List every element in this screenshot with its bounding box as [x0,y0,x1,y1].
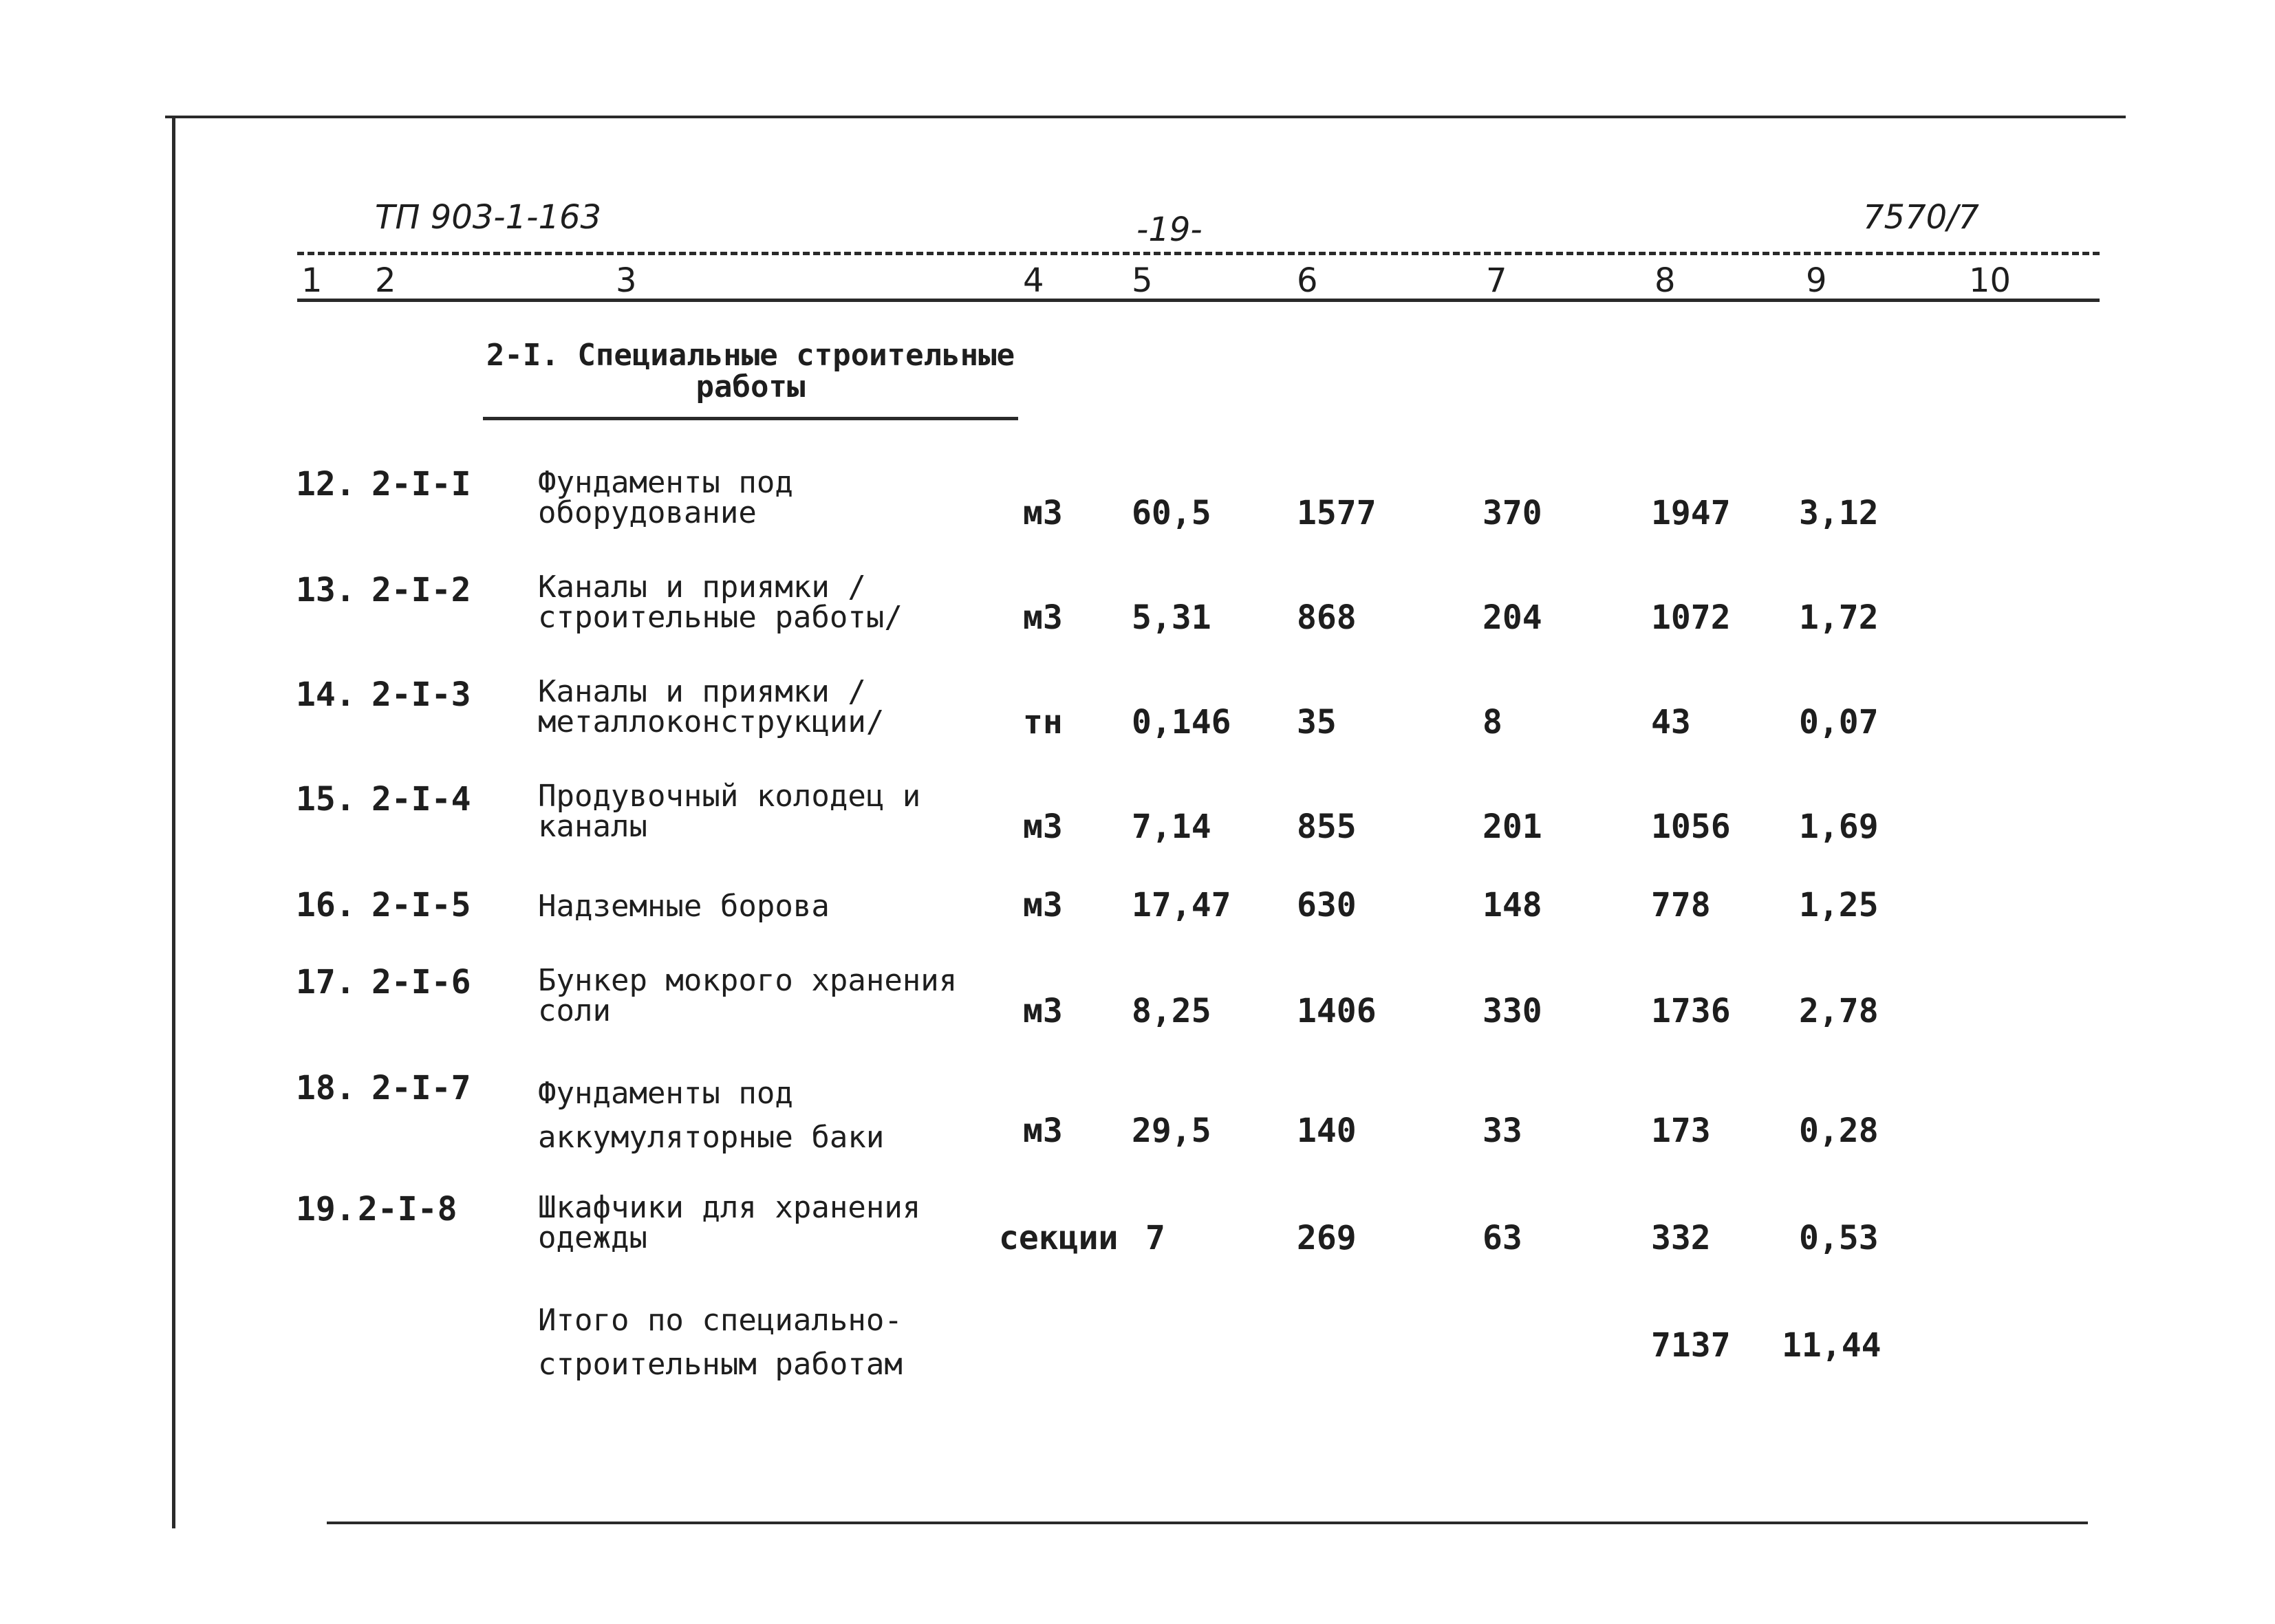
row-name: Фундаменты под оборудование [538,465,793,530]
row-number: 14. [296,675,356,714]
section-title: 2-I. Специальные строительные работы [486,338,1015,404]
column-header-rule [297,299,2100,302]
row-name: Шкафчики для хранения одежды [538,1190,921,1255]
row-name: Каналы и приямки /строительные работы/ [538,570,903,635]
column-number-7: 7 [1486,261,1507,300]
row-col7: 33 [1482,1112,1522,1150]
row-col8: 1736 [1651,992,1731,1030]
column-number-9: 9 [1806,261,1827,300]
row-col6: 868 [1297,598,1357,637]
row-number: 16. [296,886,356,924]
row-unit: м3 [1023,1112,1063,1150]
row-name: Каналы и приямки /металлоконструкции/ [538,674,885,739]
row-code: 2-I-4 [371,780,471,819]
row-col7: 201 [1482,808,1542,846]
frame-bottom-line [327,1522,2088,1524]
column-number-1: 1 [301,261,323,300]
column-number-10: 10 [1969,261,2012,300]
row-unit: м3 [1023,808,1063,846]
row-col9: 3,12 [1799,494,1879,532]
column-number-4: 4 [1023,261,1044,300]
row-code: 2-I-5 [371,886,471,924]
row-col9: 1,69 [1799,808,1879,846]
row-col7: 148 [1482,886,1542,924]
row-unit: тн [1023,703,1063,741]
document-code: ТП 903-1-163 [375,198,602,237]
row-quantity: 0,146 [1132,703,1231,741]
row-col6: 630 [1297,886,1357,924]
row-col7: 330 [1482,992,1542,1030]
row-name: Бункер мокрого хранения соли [538,963,958,1028]
row-code: 2-I-2 [371,571,471,609]
row-col9: 0,28 [1799,1112,1879,1150]
row-col8: 778 [1651,886,1711,924]
row-quantity: 29,5 [1132,1112,1211,1150]
row-number: 18. [296,1069,356,1107]
row-col7: 204 [1482,598,1542,637]
row-col7: 8 [1482,703,1502,741]
row-col9: 1,72 [1799,598,1879,637]
row-quantity: 8,25 [1132,992,1211,1030]
frame-left-line [172,118,175,1528]
row-quantity: 5,31 [1132,598,1211,637]
row-col9: 0,53 [1799,1219,1879,1257]
sheet-code: 7570/7 [1863,198,1979,237]
page-number: -19- [1136,210,1203,249]
row-name: Продувочный колодец и каналы [538,779,921,844]
column-number-8: 8 [1654,261,1676,300]
row-number: 15. [296,780,356,819]
row-code: 2-I-8 [358,1190,457,1228]
row-unit: м3 [1023,598,1063,637]
row-col6: 140 [1297,1112,1357,1150]
row-col6: 1577 [1297,494,1377,532]
row-col9: 0,07 [1799,703,1879,741]
row-number: 13. [296,571,356,609]
column-number-6: 6 [1297,261,1318,300]
row-unit: секции [999,1219,1119,1257]
row-quantity: 7,14 [1132,808,1211,846]
total-label: Итого по специально-строительным работам [538,1303,903,1382]
total-col9: 11,44 [1782,1326,1882,1365]
row-unit: м3 [1023,992,1063,1030]
row-code: 2-I-6 [371,963,471,1002]
row-col8: 332 [1651,1219,1711,1257]
total-col8: 7137 [1651,1326,1731,1365]
row-col8: 43 [1651,703,1691,741]
column-number-3: 3 [616,261,637,300]
row-number: 19. [296,1190,356,1228]
section-title-underline [483,417,1018,420]
row-col7: 63 [1482,1219,1522,1257]
row-name: Фундаменты под аккумуляторные баки [538,1076,885,1155]
row-quantity: 7 [1145,1219,1165,1257]
row-quantity: 17,47 [1132,886,1231,924]
row-col8: 1056 [1651,808,1731,846]
row-code: 2-I-7 [371,1069,471,1107]
column-number-5: 5 [1132,261,1153,300]
row-col9: 1,25 [1799,886,1879,924]
row-name: Надземные борова [538,889,830,924]
row-col6: 855 [1297,808,1357,846]
row-col6: 269 [1297,1219,1357,1257]
row-col6: 35 [1297,703,1337,741]
row-col8: 1947 [1651,494,1731,532]
row-number: 12. [296,465,356,504]
row-col6: 1406 [1297,992,1377,1030]
column-number-2: 2 [375,261,396,300]
row-col8: 1072 [1651,598,1731,637]
row-col7: 370 [1482,494,1542,532]
row-code: 2-I-3 [371,675,471,714]
row-col9: 2,78 [1799,992,1879,1030]
frame-top-line [165,116,2126,118]
row-unit: м3 [1023,494,1063,532]
row-unit: м3 [1023,886,1063,924]
row-code: 2-I-I [371,465,471,504]
row-number: 17. [296,963,356,1002]
header-dashed-line [297,252,2100,255]
row-quantity: 60,5 [1132,494,1211,532]
row-col8: 173 [1651,1112,1711,1150]
